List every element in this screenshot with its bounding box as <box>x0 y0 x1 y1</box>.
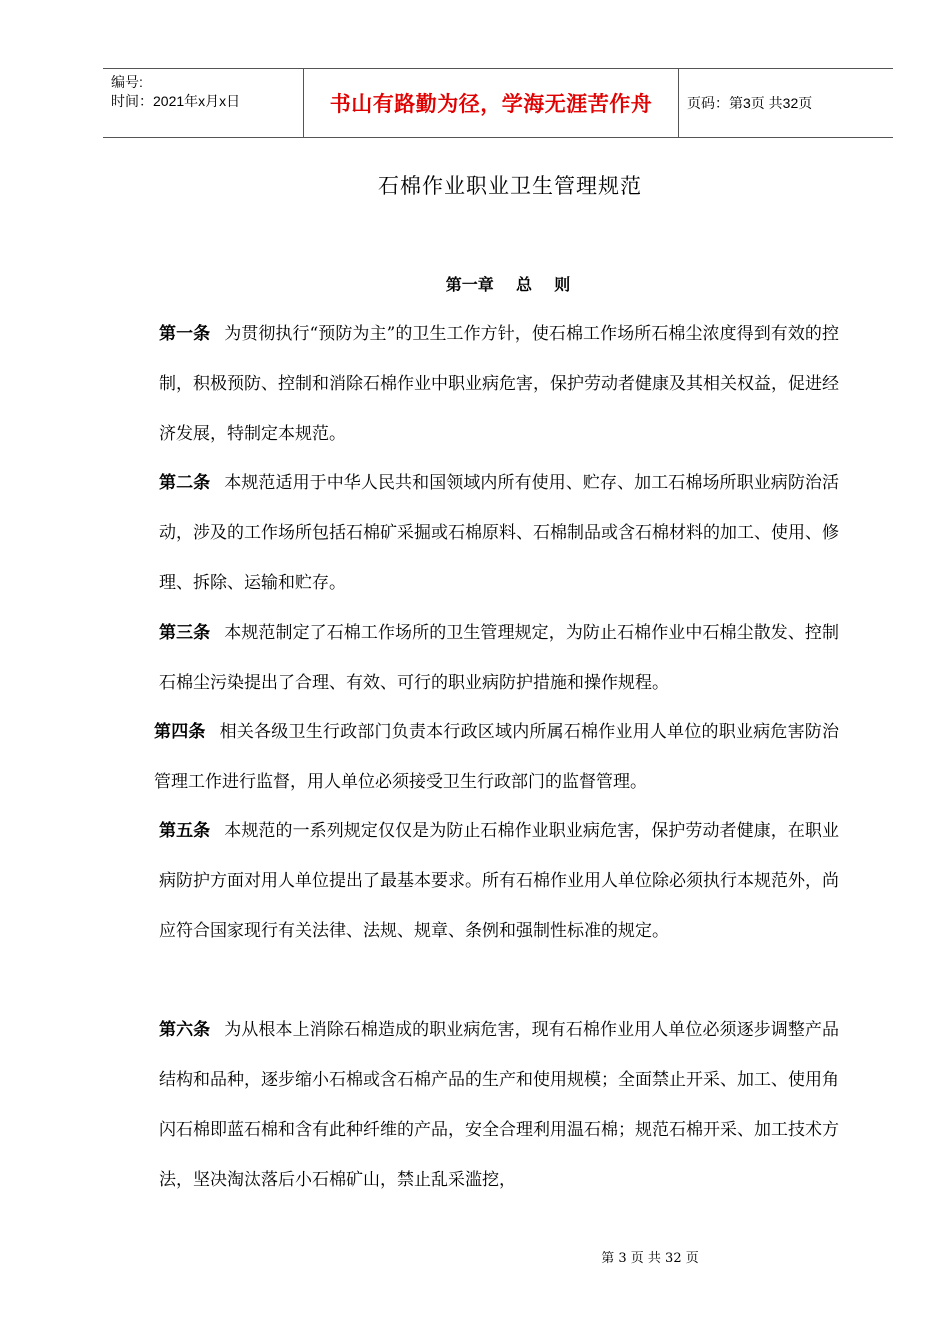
article-label: 第三条 <box>159 623 211 643</box>
article-1 <box>159 309 839 459</box>
header-divider <box>678 69 679 137</box>
article-label: 第六条 <box>159 1020 211 1040</box>
article-text: 相关各级卫生行政部门负责本行政区域内所属石棉作业用人单位的职业病危害防治管理工作进行监督，用人单位必须接受卫生行政部门的监督管理。 <box>154 722 840 792</box>
header-page-info: 页码：第3页 共32页 <box>687 95 813 111</box>
header-table <box>103 68 893 138</box>
date-label: 时间：2021年x月x日 <box>111 93 241 109</box>
article-label: 第五条 <box>159 821 211 841</box>
article-6 <box>159 1005 839 1205</box>
article-text: 本规范的一系列规定仅仅是为防止石棉作业职业病危害，保护劳动者健康，在职业病防护方面对用人单位提出了最基本要求。所有石棉作业用人单位除必须执行本规范外，尚应符合国家现行有关法律、法规、规章、条例和强制性标准的规定。 <box>159 821 840 941</box>
article-label: 第一条 <box>159 324 211 344</box>
article-4 <box>154 707 839 807</box>
article-text: 本规范制定了石棉工作场所的卫生管理规定，为防止石棉作业中石棉尘散发、控制石棉尘污染提出了合理、有效、可行的职业病防护措施和操作规程。 <box>159 623 840 693</box>
header-motto: 书山有路勤为径，学海无涯苦作舟 <box>329 92 653 116</box>
article-text: 本规范适用于中华人民共和国领域内所有使用、贮存、加工石棉场所职业病防治活动，涉及的工作场所包括石棉矿采掘或石棉原料、石棉制品或含石棉材料的加工、使用、修理、拆除、运输和贮存。 <box>159 473 840 593</box>
article-2 <box>159 458 839 608</box>
page-footer: 第 3 页 共 32 页 <box>601 1251 699 1266</box>
header-left-cell <box>111 73 240 111</box>
number-label: 编号: <box>111 74 143 90</box>
document-title: 石棉作业职业卫生管理规范 <box>378 174 642 198</box>
article-5 <box>159 806 839 956</box>
article-text: 为贯彻执行“预防为主”的卫生工作方针，使石棉工作场所石棉尘浓度得到有效的控制，积极预防、控制和消除石棉作业中职业病危害，保护劳动者健康及其相关权益，促进经济发展，特制定本规范。 <box>159 324 839 444</box>
article-text: 为从根本上消除石棉造成的职业病危害，现有石棉作业用人单位必须逐步调整产品结构和品种，逐步缩小石棉或含石棉产品的生产和使用规模；全面禁止开采、加工、使用角闪石棉即蓝石棉和含有此种纤维的产品，安全合理利用温石棉；规范石棉开采、加工技术方法，坚决淘汰落后小石棉矿山，禁止乱采滥挖， <box>159 1020 840 1190</box>
article-3 <box>159 608 839 708</box>
chapter-heading: 第一章 总 则 <box>445 275 571 294</box>
article-label: 第二条 <box>159 473 211 493</box>
article-label: 第四条 <box>154 722 206 742</box>
